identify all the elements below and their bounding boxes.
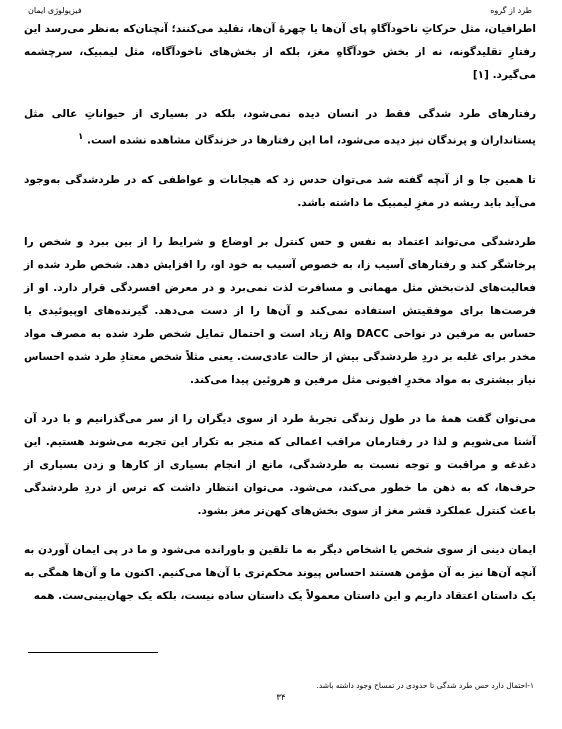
paragraph-1-text: اطرافیان، مثل حرکاتِ ناخودآگاهِ پای آن‌ها یا چهرهٔ آن‌ها، تقلید می‌کنند؛ آنچنان‌که به‌نظر می‌رسد این رفتارِ تقلیدگونه، نه از بخش خودآگاهِ مغز، بلکه از بخش‌های ناخودآگاه، مثل لیمبیک، سرچشمه می‌گیرد. [24, 23, 536, 81]
document-body [24, 18, 536, 624]
paragraph-3: تا همین جا و از آنچه گفته شد می‌توان حدس زد که هیجانات و عواطفی که در طردشدگی به‌وجود می‌آید باید ریشه در مغزِ لیمبیک ما داشته باشد. [24, 173, 536, 209]
paragraph-5: می‌توان گفت همهٔ ما در طول زندگی تجربهٔ طرد از سوی دیگران را از سر می‌گذرانیم و با درد آن آشنا می‌شویم و لذا در رفتارمان مراقب اعمالی که منجر به تکرار این تجربه می‌شوند هستیم. این دغدغه و مراقبت و توجه نسبت به طردشدگی، مانع از انجام بسیاری از کارها و زدن بسیاری از حرف‌ها، که به ذهن ما خطور می‌کند، می‌شود. می‌توان انتظار داشت که ترس از دردِ طردشدگی باعث کنترل عملکرد قشر مغز از سوی بخش‌های کهن‌تر مغز بشود. [24, 412, 536, 517]
footnote-divider [28, 652, 158, 653]
footnote-marker: ۱ [78, 132, 84, 142]
footnote: ۱-احتمال دارد حس طرد شدگی تا حدودی در تمساح وجود داشته باشد. [316, 681, 534, 690]
paragraph-6: ایمان دینی از سوی شخص یا اشخاص دیگر به ما تلقین و باورانده می‌شود و ما در پی ایمان آوردن به آنچه آن‌ها نیز به آن مؤمن هستند احساس پیوند محکم‌تری با آن‌ها می‌کنیم. اکنون ما و آن‌ها همگی به یک داستان اعتقاد داریم و این داستان معمولاً یک داستان ساده نیست، بلکه یک جهان‌بینی‌ست. همه [24, 543, 536, 602]
reference-mark: [۱] [472, 69, 489, 81]
running-head-book: فیزیولوژی ایمان [28, 6, 82, 15]
paragraph-2-text: رفتارهای طرد شدگی فقط در انسان دیده نمی‌شود، بلکه در بسیاری از حیواناتِ عالی مثل پستانداران و پرندگان نیز دیده می‌شود، اما این رفتارها در خزندگان مشاهده نشده است. [24, 108, 536, 147]
page-number: ۳۴ [276, 693, 286, 703]
paragraph-1 [24, 18, 536, 87]
paragraph-4: طردشدگی می‌تواند اعتماد به نفس و حس کنترل بر اوضاع و شرایط را از بین ببرد و شخص را پرخاشگر کند و رفتارهای آسیب زا، به خصوص آسیب به خود او، را افزایش دهد. شخص طرد شده از فعالیت‌های لذت‌بخش مثل مهمانی و مسافرت لذت نمی‌برد و در معرض افسردگی قرار دارد. او از فرصت‌ها برای موفقیتش استفاده نمی‌کند و آن‌ها را از دست می‌دهد. گیرنده‌های اوپیوئیدی یا حساس به مرفین در نواحی DACC وAI زیاد است و احتمال تمایل شخص طرد شده به مصرف مواد مخدر برای غلبه بر دردِ طردشدگی بیش از حالت عادی‌ست. یعنی مثلاً شخص معتادِ طرد شده احساس نیاز بیشتری به مواد مخدرِ افیونی مثل مرفین و هروئین پیدا می‌کند. [24, 235, 536, 386]
running-head-chapter: طرد از گروه [490, 6, 532, 15]
paragraph-2 [24, 103, 536, 153]
